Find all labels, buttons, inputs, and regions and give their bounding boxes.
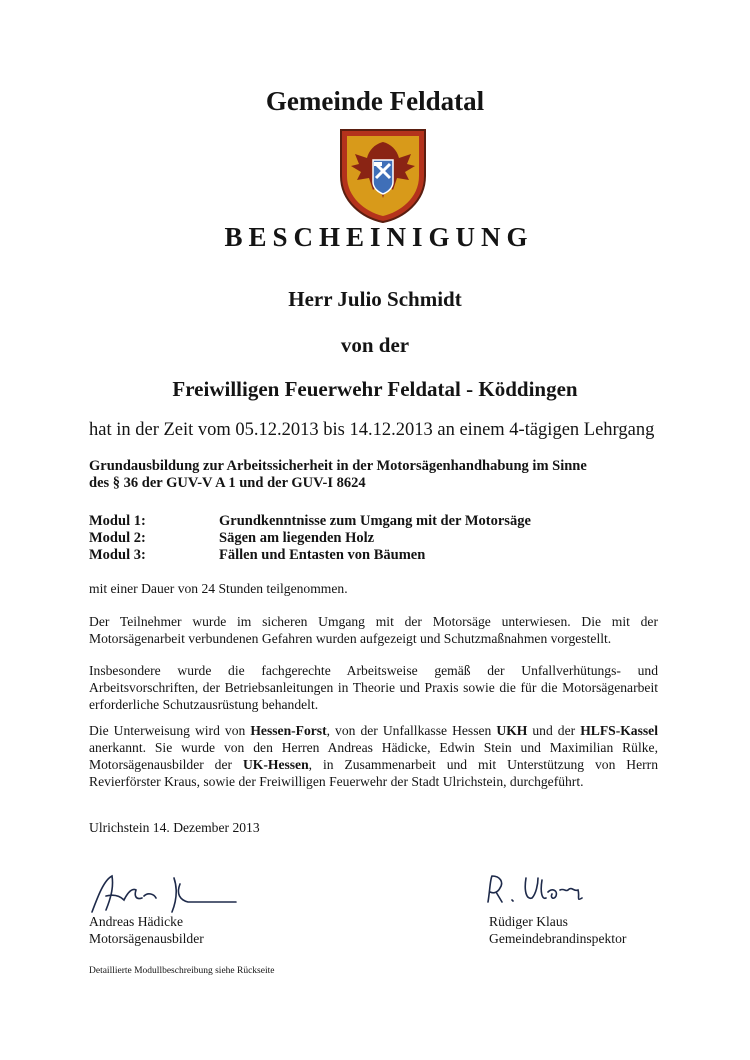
coat-of-arms-icon [333, 124, 433, 224]
course-title [89, 458, 649, 492]
recipient-name: Herr Julio Schmidt [288, 287, 462, 311]
course-title-line: des § 36 der GUV-V A 1 und der GUV-I 8624 [89, 475, 366, 491]
module-text: Sägen am liegenden Holz [219, 530, 375, 546]
course-title-line: Grundausbildung zur Arbeitssicherheit in der Motorsägenhandhabung im Sinne [89, 458, 587, 474]
module-label: Modul 1: [89, 513, 146, 529]
document-title: BESCHEINIGUNG [224, 222, 534, 252]
signatory-right-role: Gemeindebrandinspektor [489, 931, 627, 946]
paragraph-recognition: Die Unterweisung wird von Hessen-Forst, von der Unfallkasse Hessen UKH und der HLFS-Kassel anerkannt. Sie wurde von den Herren Andreas Hädicke, Edwin Stein und Maximilian Rülke, Motorsägenausbilder der UK-Hessen, in Zusammenarbeit und mit Unterstützung von Herrn Revierförster Kraus, sowie der Freiwilligen Feuerwehr der Stadt Ulrichstein, durchgeführt. [89, 723, 658, 789]
signatory-left-name: Andreas Hädicke [89, 914, 183, 929]
module-text: Fällen und Entasten von Bäumen [219, 547, 426, 563]
recipient-organization: Freiwilligen Feuerwehr Feldatal - Köddingen [172, 377, 578, 401]
course-period: hat in der Zeit vom 05.12.2013 bis 14.12.2013 an einem 4-tägigen Lehrgang [89, 420, 655, 440]
module-label: Modul 3: [89, 547, 146, 563]
footnote: Detaillierte Modullbeschreibung siehe Rückseite [89, 966, 275, 976]
municipality-name: Gemeinde Feldatal [265, 86, 485, 116]
signature-right-icon [482, 870, 592, 910]
signatory-right [489, 913, 626, 947]
module-label: Modul 2: [89, 530, 146, 546]
signatory-left-role: Motorsägenausbilder [89, 931, 204, 946]
recipient-connector: von der [340, 333, 410, 357]
place-date: Ulrichstein 14. Dezember 2013 [89, 820, 260, 835]
signatory-left [89, 913, 204, 947]
duration-text: mit einer Dauer von 24 Stunden teilgenommen. [89, 581, 348, 596]
paragraph-instruction: Der Teilnehmer wurde im sicheren Umgang mit der Motorsäge unterwiesen. Die mit der Motorsägenarbeit verbundenen Gefahren wurden aufgezeigt und Schutzmaßnahmen vorgestellt. [89, 614, 658, 646]
signatory-right-name: Rüdiger Klaus [489, 914, 568, 929]
module-text: Grundkenntnisse zum Umgang mit der Motorsäge [219, 513, 531, 529]
paragraph-topics: Insbesondere wurde die fachgerechte Arbeitsweise gemäß der Unfallverhütungs- und Arbeitsvorschriften, der Betriebsanleitungen in Theorie und Praxis sowie die für die Motorsägenarbeit erforderliche Schutzausrüstung behandelt. [89, 663, 658, 712]
